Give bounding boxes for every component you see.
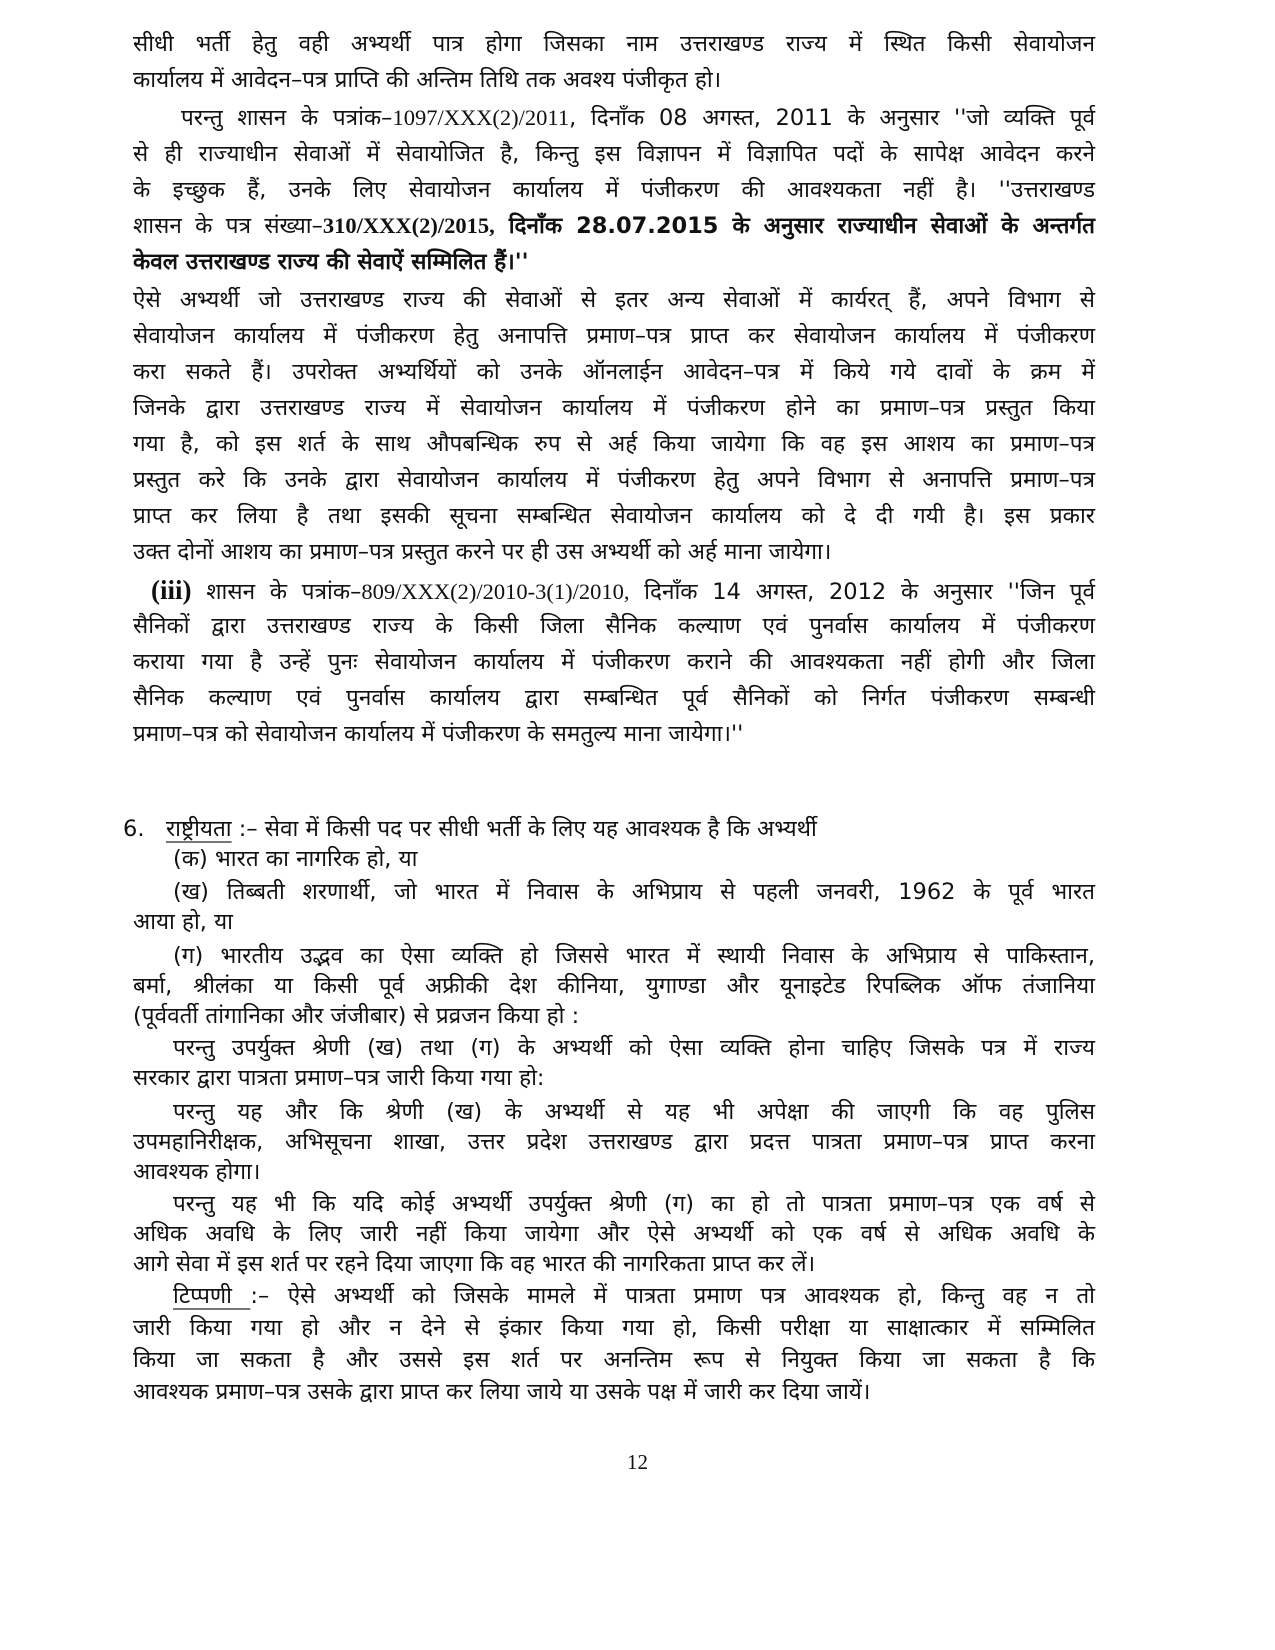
reference-number: 809/XXX(2)/2010-3(1)/2010, [361, 579, 630, 604]
paragraph-line: किया जा सकता है और उससे इस शर्त पर अनन्तिम रूप से नियुक्त किया जा सकता है कि [133, 1347, 1095, 1373]
text: परन्तु शासन के पत्रांक– [181, 105, 393, 131]
paragraph-line: प्रस्तुत करे कि उनके द्वारा सेवायोजन कार्यालय में पंजीकरण हेतु अपने विभाग से अनापत्ति प्रमाण–पत्र [133, 467, 1095, 493]
paragraph-line [133, 1278, 1095, 1314]
paragraph-line: अधिक अवधि के लिए जारी नहीं किया जायेगा और ऐसे अभ्यर्थी को एक वर्ष से अधिक अवधि के [133, 1221, 1095, 1247]
paragraph-line: आवश्यक प्रमाण–पत्र उसके द्वारा प्राप्त कर लिया जाये या उसके पक्ष में जारी कर दिया जायें। [133, 1379, 871, 1405]
paragraph-line: प्राप्त कर लिया है तथा इसकी सूचना सम्बन्धित सेवायोजन कार्यालय को दे दी गयी है। इस प्रकार [133, 503, 1095, 529]
paragraph-line: प्रमाण–पत्र को सेवायोजन कार्यालय में पंजीकरण के समतुल्य माना जायेगा।'' [133, 721, 744, 747]
paragraph-line: केवल उत्तराखण्ड राज्य की सेवाऐं सम्मिलित हैं।'' [133, 249, 529, 275]
text: दिनाँक 14 अगस्त, 2012 के अनुसार ''जिन पूर्व [629, 579, 1096, 605]
paragraph-line: आया हो, या [133, 909, 233, 935]
paragraph-line: उक्त दोनों आशय का प्रमाण–पत्र प्रस्तुत करने पर ही उस अभ्यर्थी को अर्ह माना जायेगा। [133, 539, 832, 565]
paragraph-line [133, 208, 1095, 244]
paragraph-line [133, 100, 1095, 136]
paragraph-line: कार्यालय में आवेदन–पत्र प्राप्ति की अन्तिम तिथि तक अवश्य पंजीकृत हो। [133, 67, 722, 93]
paragraph-line: से ही राज्याधीन सेवाओं में सेवायोजित है, किन्तु इस विज्ञापन में विज्ञापित पदों के सापेक्ष आवेदन करने [133, 141, 1095, 167]
paragraph-line: जिनके द्वारा उत्तराखण्ड राज्य में सेवायोजन कार्यालय में पंजीकरण होने का प्रमाण–पत्र प्रस्तुत किया [133, 395, 1095, 421]
text: :– सेवा में किसी पद पर सीधी भर्ती के लिए यह आवश्यक है कि अभ्यर्थी [231, 816, 817, 842]
list-item: (क) भारत का नागरिक हो, या [173, 846, 418, 872]
list-item: (ग) भारतीय उद्भव का ऐसा व्यक्ति हो जिससे भारत में स्थायी निवास के अभिप्राय से पाकिस्तान, [173, 943, 1095, 969]
paragraph-line: आवश्यक होगा। [133, 1159, 261, 1185]
paragraph-line [133, 572, 1095, 610]
paragraph-line: सीधी भर्ती हेतु वही अभ्यर्थी पात्र होगा जिसका नाम उत्तराखण्ड राज्य में स्थित किसी सेवायोजन [133, 31, 1095, 57]
paragraph-line: कराया गया है उन्हें पुनः सेवायोजन कार्यालय में पंजीकरण कराने की आवश्यकता नहीं होगी और जिला [133, 649, 1095, 675]
paragraph-line: सैनिकों द्वारा उत्तराखण्ड राज्य के किसी जिला सैनिक कल्याण एवं पुनर्वास कार्यालय में पंजीकरण [133, 613, 1095, 639]
section-number: 6. [123, 816, 145, 842]
paragraph-line: सैनिक कल्याण एवं पुनर्वास कार्यालय द्वारा सम्बन्धित पूर्व सैनिकों को निर्गत पंजीकरण सम्बन्धी [133, 685, 1095, 711]
paragraph-line: उपमहानिरीक्षक, अभिसूचना शाखा, उत्तर प्रदेश उत्तराखण्ड द्वारा प्रदत्त पात्रता प्रमाण–पत्र प्राप्त करना [133, 1129, 1095, 1155]
paragraph-line: बर्मा, श्रीलंका या किसी पूर्व अफ्रीकी देश कीनिया, युगाण्डा और यूनाइटेड रिपब्लिक ऑफ तंजानिया [133, 973, 1095, 999]
list-item: (ख) तिब्बती शरणार्थी, जो भारत में निवास के अभिप्राय से पहली जनवरी, 1962 के पूर्व भारत [173, 879, 1095, 905]
paragraph-line: परन्तु यह भी कि यदि कोई अभ्यर्थी उपर्युक्त श्रेणी (ग) का हो तो पात्रता प्रमाण–पत्र एक वर्ष से [173, 1191, 1095, 1217]
note-label: टिप्पणी [173, 1283, 251, 1309]
paragraph-line: गया है, को इस शर्त के साथ औपबन्धिक रुप से अर्ह किया जायेगा कि वह इस आशय का प्रमाण–पत्र [133, 431, 1095, 457]
paragraph-line: सेवायोजन कार्यालय में पंजीकरण हेतु अनापत्ति प्रमाण–पत्र प्राप्त कर सेवायोजन कार्यालय में पंजीकरण [133, 323, 1095, 349]
paragraph-line: आगे सेवा में इस शर्त पर रहने दिया जाएगा कि वह भारत की नागरिकता प्राप्त कर लें। [133, 1251, 816, 1277]
text: , दिनाँक 08 अगस्त, 2011 के अनुसार ''जो व्यक्ति पूर्व [569, 105, 1096, 131]
paragraph-line: सरकार द्वारा पात्रता प्रमाण–पत्र जारी किया गया हो: [133, 1065, 545, 1091]
clause-marker: (iii) [151, 575, 192, 605]
paragraph-line: (पूर्ववर्ती तांगानिका और जंजीबार) से प्रव्रजन किया हो : [133, 1003, 580, 1029]
text: शासन के पत्रांक– [191, 579, 362, 605]
paragraph-line: के इच्छुक हैं, उनके लिए सेवायोजन कार्यालय में पंजीकरण की आवश्यकता नहीं है। ''उत्तराखण्ड [133, 177, 1095, 203]
paragraph-line: ऐसे अभ्यर्थी जो उत्तराखण्ड राज्य की सेवाओं से इतर अन्य सेवाओं में कार्यरत् हैं, अपने विभाग से [133, 287, 1095, 313]
text: दिनाँक 28.07.2015 के अनुसार राज्याधीन सेवाओं के अन्तर्गत [494, 213, 1096, 239]
section-title: राष्ट्रीयता [165, 816, 232, 842]
page-number: 12 [627, 1450, 648, 1474]
paragraph-line: करा सकते हैं। उपरोक्त अभ्यर्थियों को उनके ऑनलाईन आवेदन–पत्र में किये गये दावों के क्रम में [133, 359, 1095, 385]
paragraph-line: परन्तु यह और कि श्रेणी (ख) के अभ्यर्थी से यह भी अपेक्षा की जाएगी कि वह पुलिस [173, 1099, 1095, 1125]
text: :– ऐसे अभ्यर्थी को जिसके मामले में पात्रता प्रमाण पत्र आवश्यक हो, किन्तु वह न तो [250, 1283, 1096, 1309]
reference-number: 1097/XXX(2)/2011 [392, 105, 570, 130]
text: शासन के पत्र संख्या– [133, 213, 323, 239]
paragraph-line: परन्तु उपर्युक्त श्रेणी (ख) तथा (ग) के अभ्यर्थी को ऐसा व्यक्ति होना चाहिए जिसके पत्र में राज्य [173, 1035, 1095, 1061]
reference-number: 310/XXX(2)/2015, [322, 213, 495, 238]
paragraph-line: जारी किया गया हो और न देने से इंकार किया गया हो, किसी परीक्षा या साक्षात्कार में सम्मिलित [133, 1315, 1095, 1341]
